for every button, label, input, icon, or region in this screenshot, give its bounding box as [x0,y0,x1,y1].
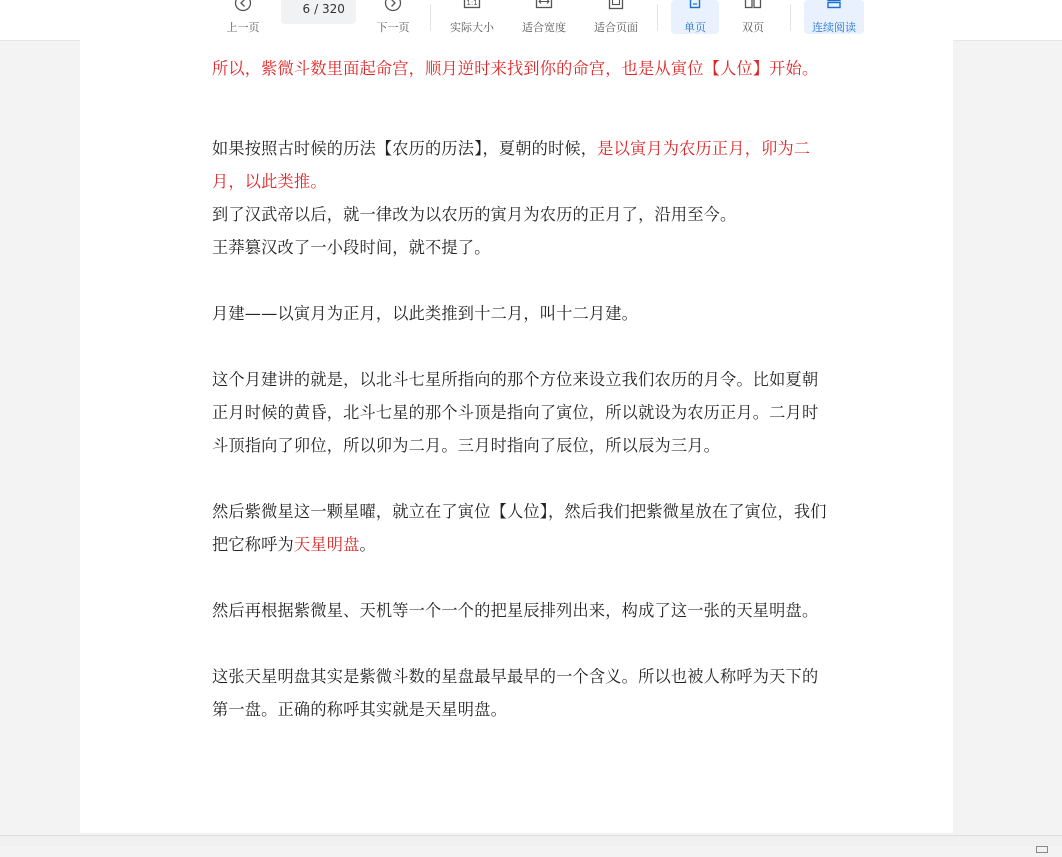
paragraph-5: 月建——以寅月为正月，以此类推到十二月，叫十二月建。 [212,304,639,323]
actual-size-label: 实际大小 [450,21,494,34]
page-text-body [212,52,827,726]
continuous-scroll-icon [825,0,843,13]
fit-width-button[interactable] [516,0,572,34]
paragraph-7-highlight: 天星明盘 [293,535,360,554]
paragraph-4: 王莽篡汉改了一小段时间，就不提了。 [212,238,491,257]
double-page-icon [743,0,763,13]
next-page-label: 下一页 [376,21,410,34]
paragraph-6: 这个月建讲的就是，以北斗七星所指向的那个方位来设立我们农历的月令。比如夏朝正月时候的黄昏，北斗七星的那个斗顶是指向了寅位，所以就设为农历正月。二月时斗顶指向了卯位，所以卯为二月。三月时指向了辰位，所以辰为三月。 [212,370,819,455]
continuous-reading-label: 连续阅读 [812,21,856,34]
toolbar-divider [657,4,658,30]
paragraph-7-end: 。 [359,535,376,554]
toolbar-divider [430,4,431,30]
page-indicator [281,0,356,24]
fit-width-icon [535,0,553,13]
paragraph-2-highlight: 是以寅月为农历正月，卯为二月，以此类推。 [212,139,811,191]
next-page-button[interactable] [365,0,421,34]
fit-page-icon [607,0,625,13]
svg-text:1:1: 1:1 [466,0,478,7]
paragraph-2-text: 如果按照古时候的历法【农历的历法】，夏朝的时候， [212,139,598,158]
paragraph-7-text: 然后紫微星这一颗星曜，就立在了寅位【人位】，然后我们把紫微星放在了寅位，我们把它称呼为 [212,502,827,554]
paragraph-7 [212,495,827,561]
chevron-left-icon [234,0,252,15]
paragraph-1: 所以，紫微斗数里面起命宫，顺月逆时来找到你的命宫，也是从寅位【人位】开始。 [212,59,819,78]
continuous-reading-button[interactable] [804,0,864,34]
single-page-label: 单页 [684,21,706,34]
double-page-label: 双页 [742,21,764,34]
fit-page-label: 适合页面 [594,21,638,34]
reader-toolbar [0,0,1062,41]
fit-width-label: 适合宽度 [522,21,566,34]
fit-page-button[interactable] [588,0,644,34]
paragraph-2 [212,132,827,198]
page-thumbnail-icon[interactable] [1036,838,1048,857]
prev-page-label: 上一页 [226,21,260,34]
double-page-button[interactable] [727,0,779,34]
single-page-button[interactable] [671,0,719,34]
document-page [80,40,953,833]
paragraph-9: 这张天星明盘其实是紫微斗数的星盘最早最早的一个含义。所以也被人称呼为天下的第一盘。正确的称呼其实就是天星明盘。 [212,667,819,719]
page-number-input[interactable] [292,2,310,16]
prev-page-button[interactable] [215,0,271,34]
toolbar-divider [790,4,791,30]
actual-size-icon [463,0,481,13]
paragraph-3: 到了汉武帝以后，就一律改为以农历的寅月为农历的正月了，沿用至今。 [212,205,737,224]
single-page-icon [687,0,703,13]
total-pages: / 320 [314,2,345,16]
chevron-right-icon [384,0,402,15]
paragraph-8: 然后再根据紫微星、天机等一个一个的把星辰排列出来，构成了这一张的天星明盘。 [212,601,819,620]
actual-size-button[interactable] [444,0,500,34]
